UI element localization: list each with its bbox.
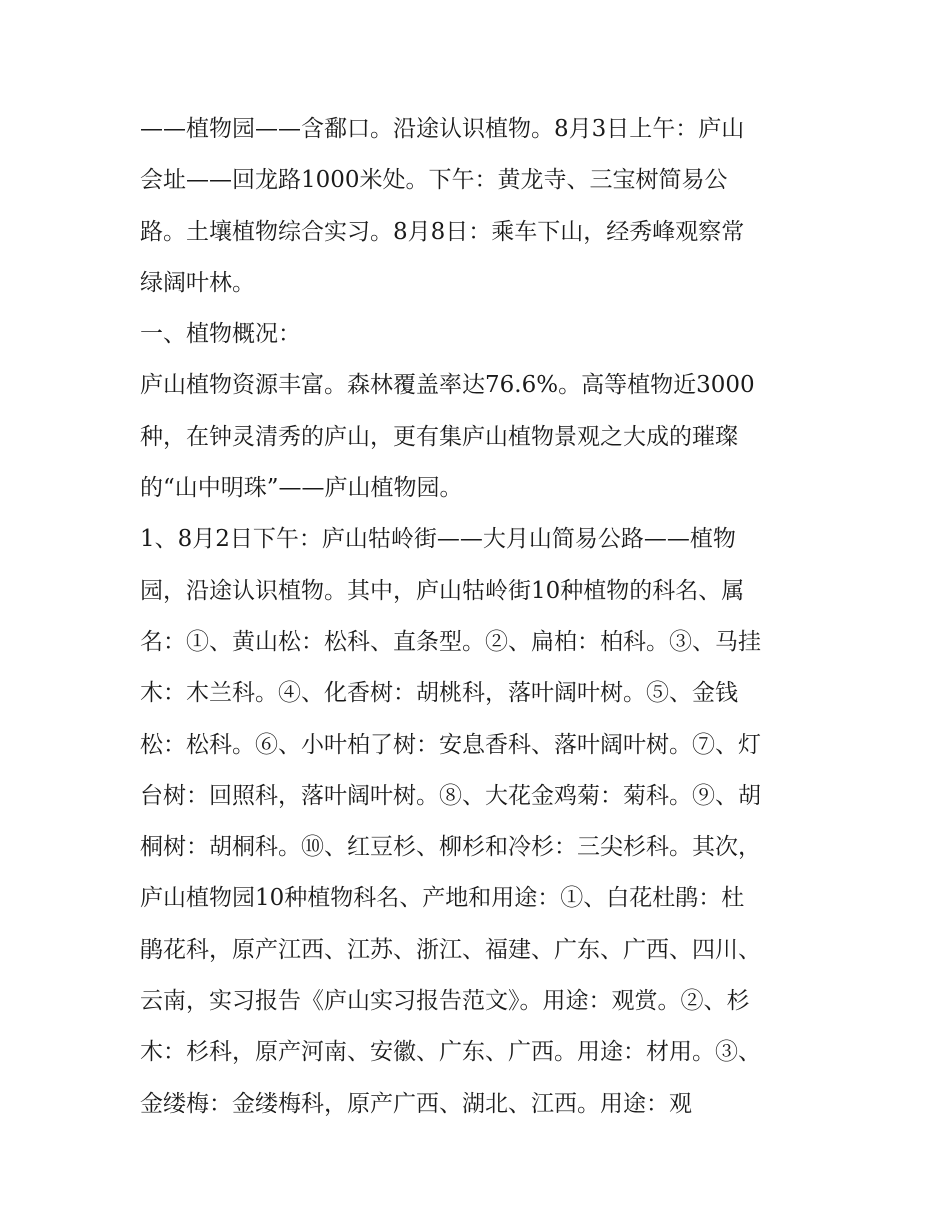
text-line: 木：杉科，原产河南、安徽、广东、广西。用途：材用。③、 bbox=[140, 1039, 761, 1066]
text-line: 鹃花科，原产江西、江苏、浙江、福建、广东、广西、四川、 bbox=[140, 936, 761, 963]
text-line: 路。土壤植物综合实习。8月8日：乘车下山，经秀峰观察常 bbox=[140, 218, 745, 245]
body-text bbox=[140, 104, 830, 1130]
section-heading: 一、植物概况： bbox=[140, 321, 301, 348]
text-line: 庐山植物园10种植物科名、产地和用途：①、白花杜鹃：杜 bbox=[140, 885, 745, 912]
text-line: 绿阔叶林。 bbox=[140, 269, 255, 296]
text-line: 云南，实习报告《庐山实习报告范文》。用途：观赏。②、杉 bbox=[140, 988, 750, 1015]
text-line: 金缕梅：金缕梅科，原产广西、湖北、江西。用途：观 bbox=[140, 1090, 692, 1117]
text-line: 的“山中明珠”——庐山植物园。 bbox=[140, 475, 463, 502]
text-line: 庐山植物资源丰富。森林覆盖率达76.6%。高等植物近3000 bbox=[140, 372, 755, 399]
text-line: 会址——回龙路1000米处。下午：黄龙寺、三宝树简易公 bbox=[140, 167, 728, 194]
text-line: 桐树：胡桐科。⑩、红豆杉、柳杉和冷杉：三尖杉科。其次， bbox=[140, 834, 761, 861]
text-line: 木：木兰科。④、化香树：胡桃科，落叶阔叶树。⑤、金钱 bbox=[140, 680, 738, 707]
text-line: 松：松科。⑥、小叶柏了树：安息香科、落叶阔叶树。⑦、灯 bbox=[140, 731, 761, 758]
text-line: 台树：回照科，落叶阔叶树。⑧、大花金鸡菊：菊科。⑨、胡 bbox=[140, 782, 761, 809]
text-line: ——植物园——含鄱口。沿途认识植物。8月3日上午：庐山 bbox=[140, 116, 745, 142]
text-line: 名：①、黄山松：松科、直条型。②、扁柏：柏科。③、马挂 bbox=[140, 628, 761, 655]
text-line: 园，沿途认识植物。其中，庐山牯岭街10种植物的科名、属 bbox=[140, 577, 745, 604]
text-line: 1、8月2日下午：庐山牯岭街——大月山简易公路——植物 bbox=[140, 526, 736, 553]
text-line: 种，在钟灵清秀的庐山，更有集庐山植物景观之大成的璀璨 bbox=[140, 423, 738, 450]
